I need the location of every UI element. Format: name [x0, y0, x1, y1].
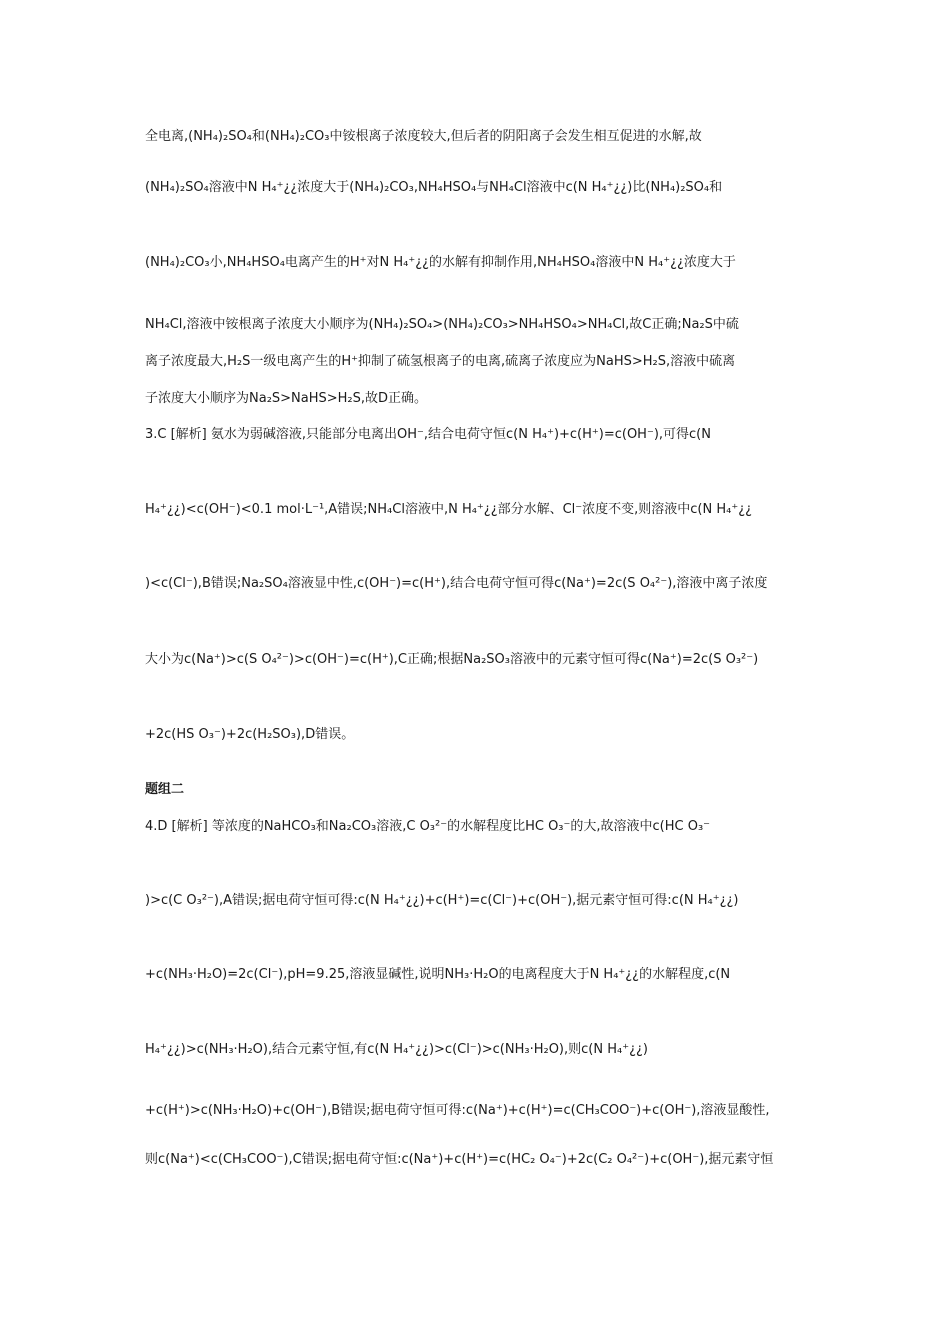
text-line-11: +2c(HS O₃⁻)+2c(H₂SO₃),D错误。 [145, 727, 355, 742]
text-line-14: +c(NH₃·H₂O)=2c(Cl⁻),pH=9.25,溶液显碱性,说明NH₃·H₂O的电离程度大于N H₄⁺¿¿的水解程度,c(N [145, 967, 731, 982]
text-line-16: +c(H⁺)>c(NH₃·H₂O)+c(OH⁻),B错误;据电荷守恒可得:c(Na⁺)+c(H⁺)=c(CH₃COO⁻)+c(OH⁻),溶液显酸性, [145, 1103, 770, 1118]
text-line-9: )<c(Cl⁻),B错误;Na₂SO₄溶液显中性,c(OH⁻)=c(H⁺),结合电荷守恒可得c(Na⁺)=2c(S O₄²⁻),溶液中离子浓度 [145, 576, 768, 591]
text-line-4: NH₄Cl,溶液中铵根离子浓度大小顺序为(NH₄)₂SO₄>(NH₄)₂CO₃>NH₄HSO₄>NH₄Cl,故C正确;Na₂S中硫 [145, 317, 739, 332]
section-heading: 题组二 [145, 782, 185, 797]
text-line-1: 全电离,(NH₄)₂SO₄和(NH₄)₂CO₃中铵根离子浓度较大,但后者的阴阳离子会发生相互促进的水解,故 [145, 129, 702, 144]
text-line-15: H₄⁺¿¿)>c(NH₃·H₂O),结合元素守恒,有c(N H₄⁺¿¿)>c(Cl⁻)>c(NH₃·H₂O),则c(N H₄⁺¿¿) [145, 1042, 648, 1057]
text-line-5: 离子浓度最大,H₂S一级电离产生的H⁺抑制了硫氢根离子的电离,硫离子浓度应为NaHS>H₂S,溶液中硫离 [145, 354, 736, 369]
text-line-3: (NH₄)₂CO₃小,NH₄HSO₄电离产生的H⁺对N H₄⁺¿¿的水解有抑制作用,NH₄HSO₄溶液中N H₄⁺¿¿浓度大于 [145, 255, 736, 270]
text-line-6: 子浓度大小顺序为Na₂S>NaHS>H₂S,故D正确。 [145, 391, 428, 406]
text-line-12: 4.D [解析] 等浓度的NaHCO₃和Na₂CO₃溶液,C O₃²⁻的水解程度比HC O₃⁻的大,故溶液中c(HC O₃⁻ [145, 819, 711, 834]
text-line-17: 则c(Na⁺)<c(CH₃COO⁻),C错误;据电荷守恒:c(Na⁺)+c(H⁺)=c(HC₂ O₄⁻)+2c(C₂ O₄²⁻)+c(OH⁻),据元素守恒 [145, 1152, 774, 1167]
text-line-7: 3.C [解析] 氨水为弱碱溶液,只能部分电离出OH⁻,结合电荷守恒c(N H₄⁺)+c(H⁺)=c(OH⁻),可得c(N [145, 427, 711, 442]
text-line-8: H₄⁺¿¿)<c(OH⁻)<0.1 mol·L⁻¹,A错误;NH₄Cl溶液中,N H₄⁺¿¿部分水解、Cl⁻浓度不变,则溶液中c(N H₄⁺¿¿ [145, 502, 753, 517]
text-line-13: )>c(C O₃²⁻),A错误;据电荷守恒可得:c(N H₄⁺¿¿)+c(H⁺)=c(Cl⁻)+c(OH⁻),据元素守恒可得:c(N H₄⁺¿¿) [145, 893, 739, 908]
text-line-10: 大小为c(Na⁺)>c(S O₄²⁻)>c(OH⁻)=c(H⁺),C正确;根据Na₂SO₃溶液中的元素守恒可得c(Na⁺)=2c(S O₃²⁻) [145, 652, 759, 667]
text-line-2: (NH₄)₂SO₄溶液中N H₄⁺¿¿浓度大于(NH₄)₂CO₃,NH₄HSO₄与NH₄Cl溶液中c(N H₄⁺¿¿)比(NH₄)₂SO₄和 [145, 180, 723, 195]
